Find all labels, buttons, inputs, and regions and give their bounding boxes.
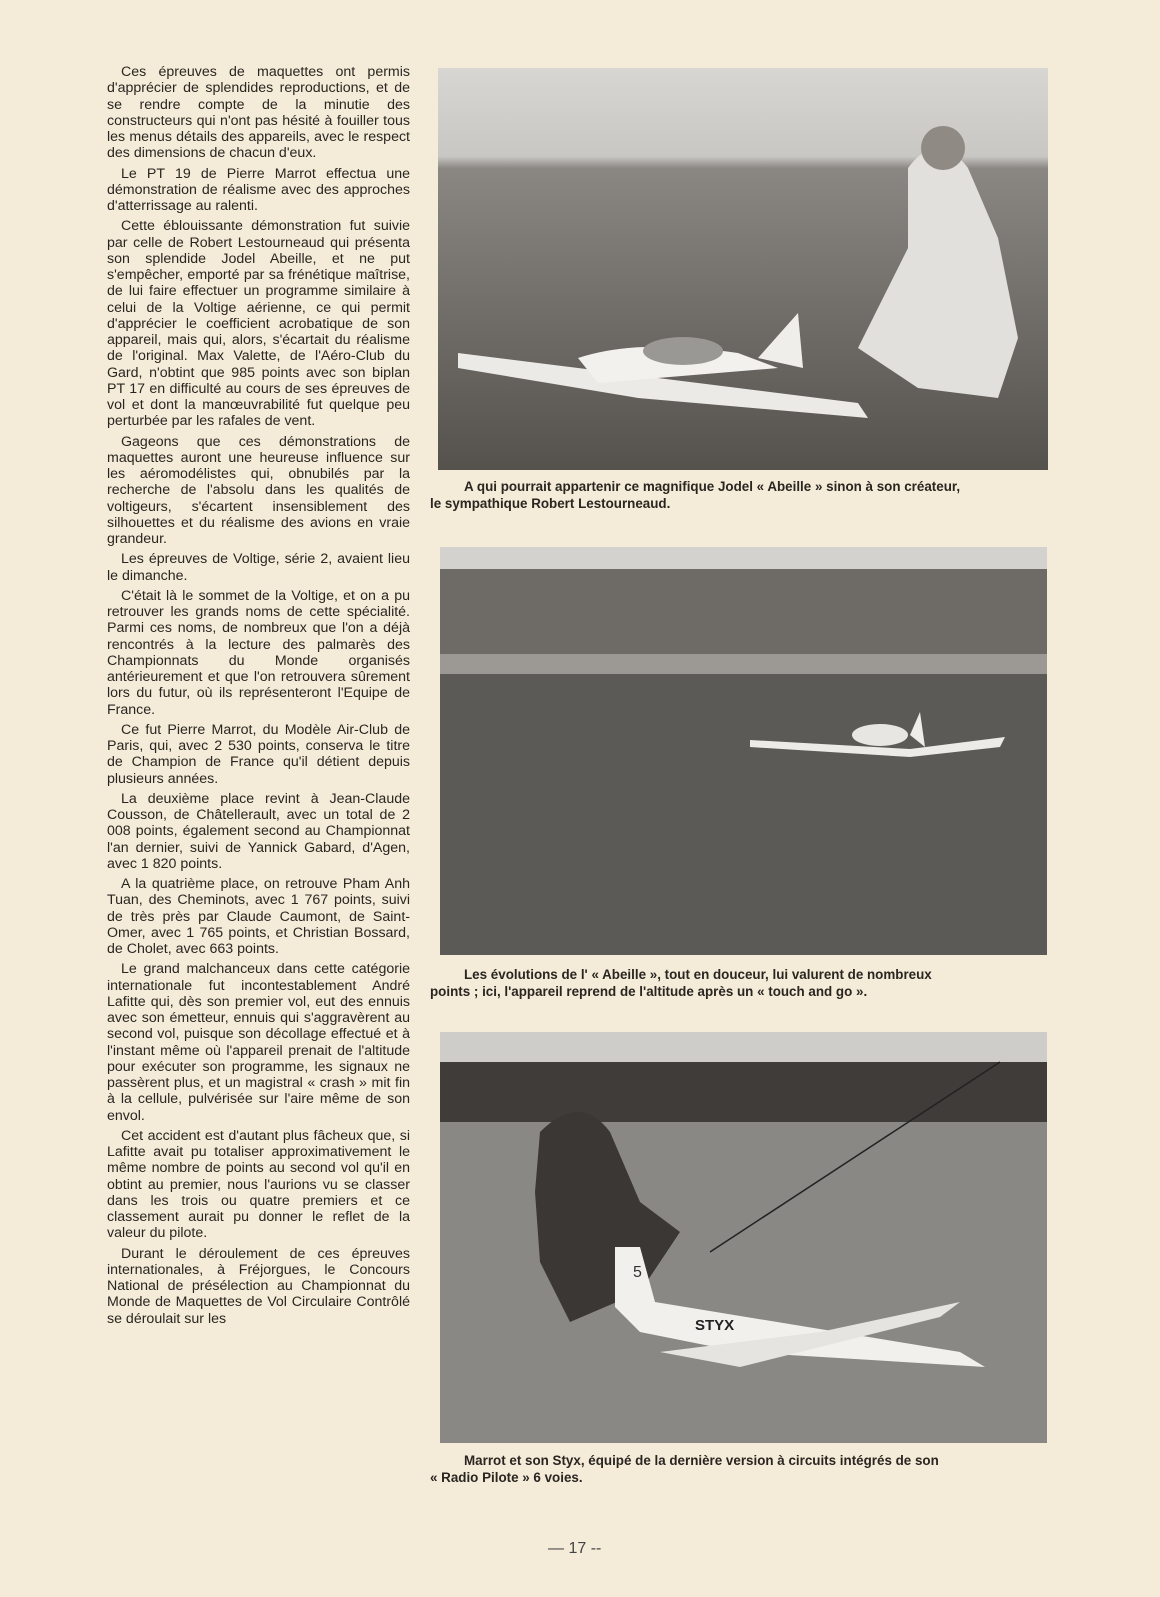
paragraph: Cet accident est d'autant plus fâcheux que, si Lafitte avait pu totaliser approximativement le même nombre de points au second vol qu'il en obtint au premier, nous l'aurions vu se classer dans les trois ou quatre premiers et ce classement aurait pu donner le reflet de la valeur du pilote.	[107, 1127, 410, 1242]
photo-caption	[430, 478, 1048, 512]
photo-caption	[430, 966, 1048, 1000]
paragraph: Durant le déroulement de ces épreuves internationales, à Fréjorgues, le Concours National de présélection au Championnat du Monde de Maquettes de Vol Circulaire Contrôlé se déroulait sur les	[107, 1245, 410, 1327]
paragraph: A la quatrième place, on retrouve Pham Anh Tuan, des Cheminots, avec 1 767 points, suivi de très près par Claude Caumont, de Saint-Omer, avec 1 765 points, et Christian Bossard, de Cholet, avec 663 points.	[107, 876, 410, 957]
paragraph: Le grand malchanceux dans cette catégorie internationale fut incontestablement André Lafitte qui, dès son premier vol, eut des ennuis avec son émetteur, ennuis qui s'aggravèrent au second vol, puisque son décollage effectué et à l'instant même où l'appareil prenait de l'altitude pour exécuter son programme, les signaux ne passèrent plus, et un magistral « crash » mit fin à la cellule, pulvérisée sur l'aire même de son envol.	[107, 961, 410, 1124]
caption-line: A qui pourrait appartenir ce magnifique Jodel « Abeille » sinon à son créateur,	[464, 479, 961, 494]
article-column	[107, 64, 410, 1331]
caption-line: « Radio Pilote » 6 voies.	[430, 1470, 583, 1485]
paragraph: C'était là le sommet de la Voltige, et on a pu retrouver les grands noms de cette spécialité. Parmi ces noms, de nombreux que l'on a déjà rencontrés à la lecture des palmarès des Championnats du Monde organisés antérieurement et que l'on retrouvera sûrement lors du futur, où ils représenteront l'Equipe de France.	[107, 587, 410, 718]
caption-line: Les évolutions de l' « Abeille », tout en douceur, lui valurent de nombreux	[464, 967, 932, 982]
paragraph: Gageons que ces démonstrations de maquettes auront une heureuse influence sur les aéromodélistes qui, obnubilés par la recherche de l'absolu dans les qualités de voltigeurs, s'écartent insensiblement des silhouettes et du réalisme des avions en vraie grandeur.	[107, 433, 410, 547]
photo-illustration	[440, 547, 1047, 955]
photo-caption	[430, 1452, 1055, 1486]
tail-number: 5	[633, 1264, 642, 1281]
caption-line: Marrot et son Styx, équipé de la dernière version à circuits intégrés de son	[464, 1453, 939, 1468]
paragraph: La deuxième place revint à Jean-Claude Cousson, de Châtellerault, avec un total de 2 008 points, également second au Championnat l'an dernier, suivi de Yannick Gabard, d'Agen, avec 1 820 points.	[107, 790, 410, 872]
page-number: — 17 --	[548, 1540, 602, 1557]
caption-line: le sympathique Robert Lestourneaud.	[430, 496, 671, 511]
photo-illustration	[438, 68, 1048, 470]
photo-jodel-abeille-with-creator	[438, 68, 1048, 470]
caption-line: points ; ici, l'appareil reprend de l'altitude après un « touch and go ».	[430, 984, 868, 999]
paragraph: Le PT 19 de Pierre Marrot effectua une démonstration de réalisme avec des approches d'atterrissage au ralenti.	[107, 165, 410, 214]
photo-marrot-styx	[440, 1032, 1047, 1443]
photo-illustration	[440, 1032, 1047, 1443]
paragraph: Ce fut Pierre Marrot, du Modèle Air-Club de Paris, qui, avec 2 530 points, conserva le titre de Champion de France qu'il détient depuis plusieurs années.	[107, 721, 410, 787]
paragraph: Cette éblouissante démonstration fut suivie par celle de Robert Lestourneaud qui présenta son splendide Jodel Abeille, et ne put s'empêcher, emporté par sa frénétique maîtrise, de lui faire effectuer un programme similaire à celui de la Voltige aérienne, ce qui permit d'apprécier le coefficient acrobatique de son appareil, mais qui, alors, s'écartait du réalisme de l'original. Max Valette, de l'Aéro-Club du Gard, n'obtint que 985 points avec son biplan PT 17 en difficulté au cours de ses épreuves de vol et dont la manœuvrabilité fut quelque peu perturbée par les rafales de vent.	[107, 218, 410, 430]
plane-label: STYX	[695, 1317, 735, 1334]
paragraph: Ces épreuves de maquettes ont permis d'apprécier de splendides reproductions, et de se rendre compte de la minutie des constructeurs qui n'ont pas hésité à fouiller tous les menus détails des appareils, avec le respect des dimensions de chacun d'eux.	[107, 64, 410, 162]
paragraph: Les épreuves de Voltige, série 2, avaient lieu le dimanche.	[107, 551, 410, 584]
photo-abeille-touch-and-go	[440, 547, 1047, 955]
